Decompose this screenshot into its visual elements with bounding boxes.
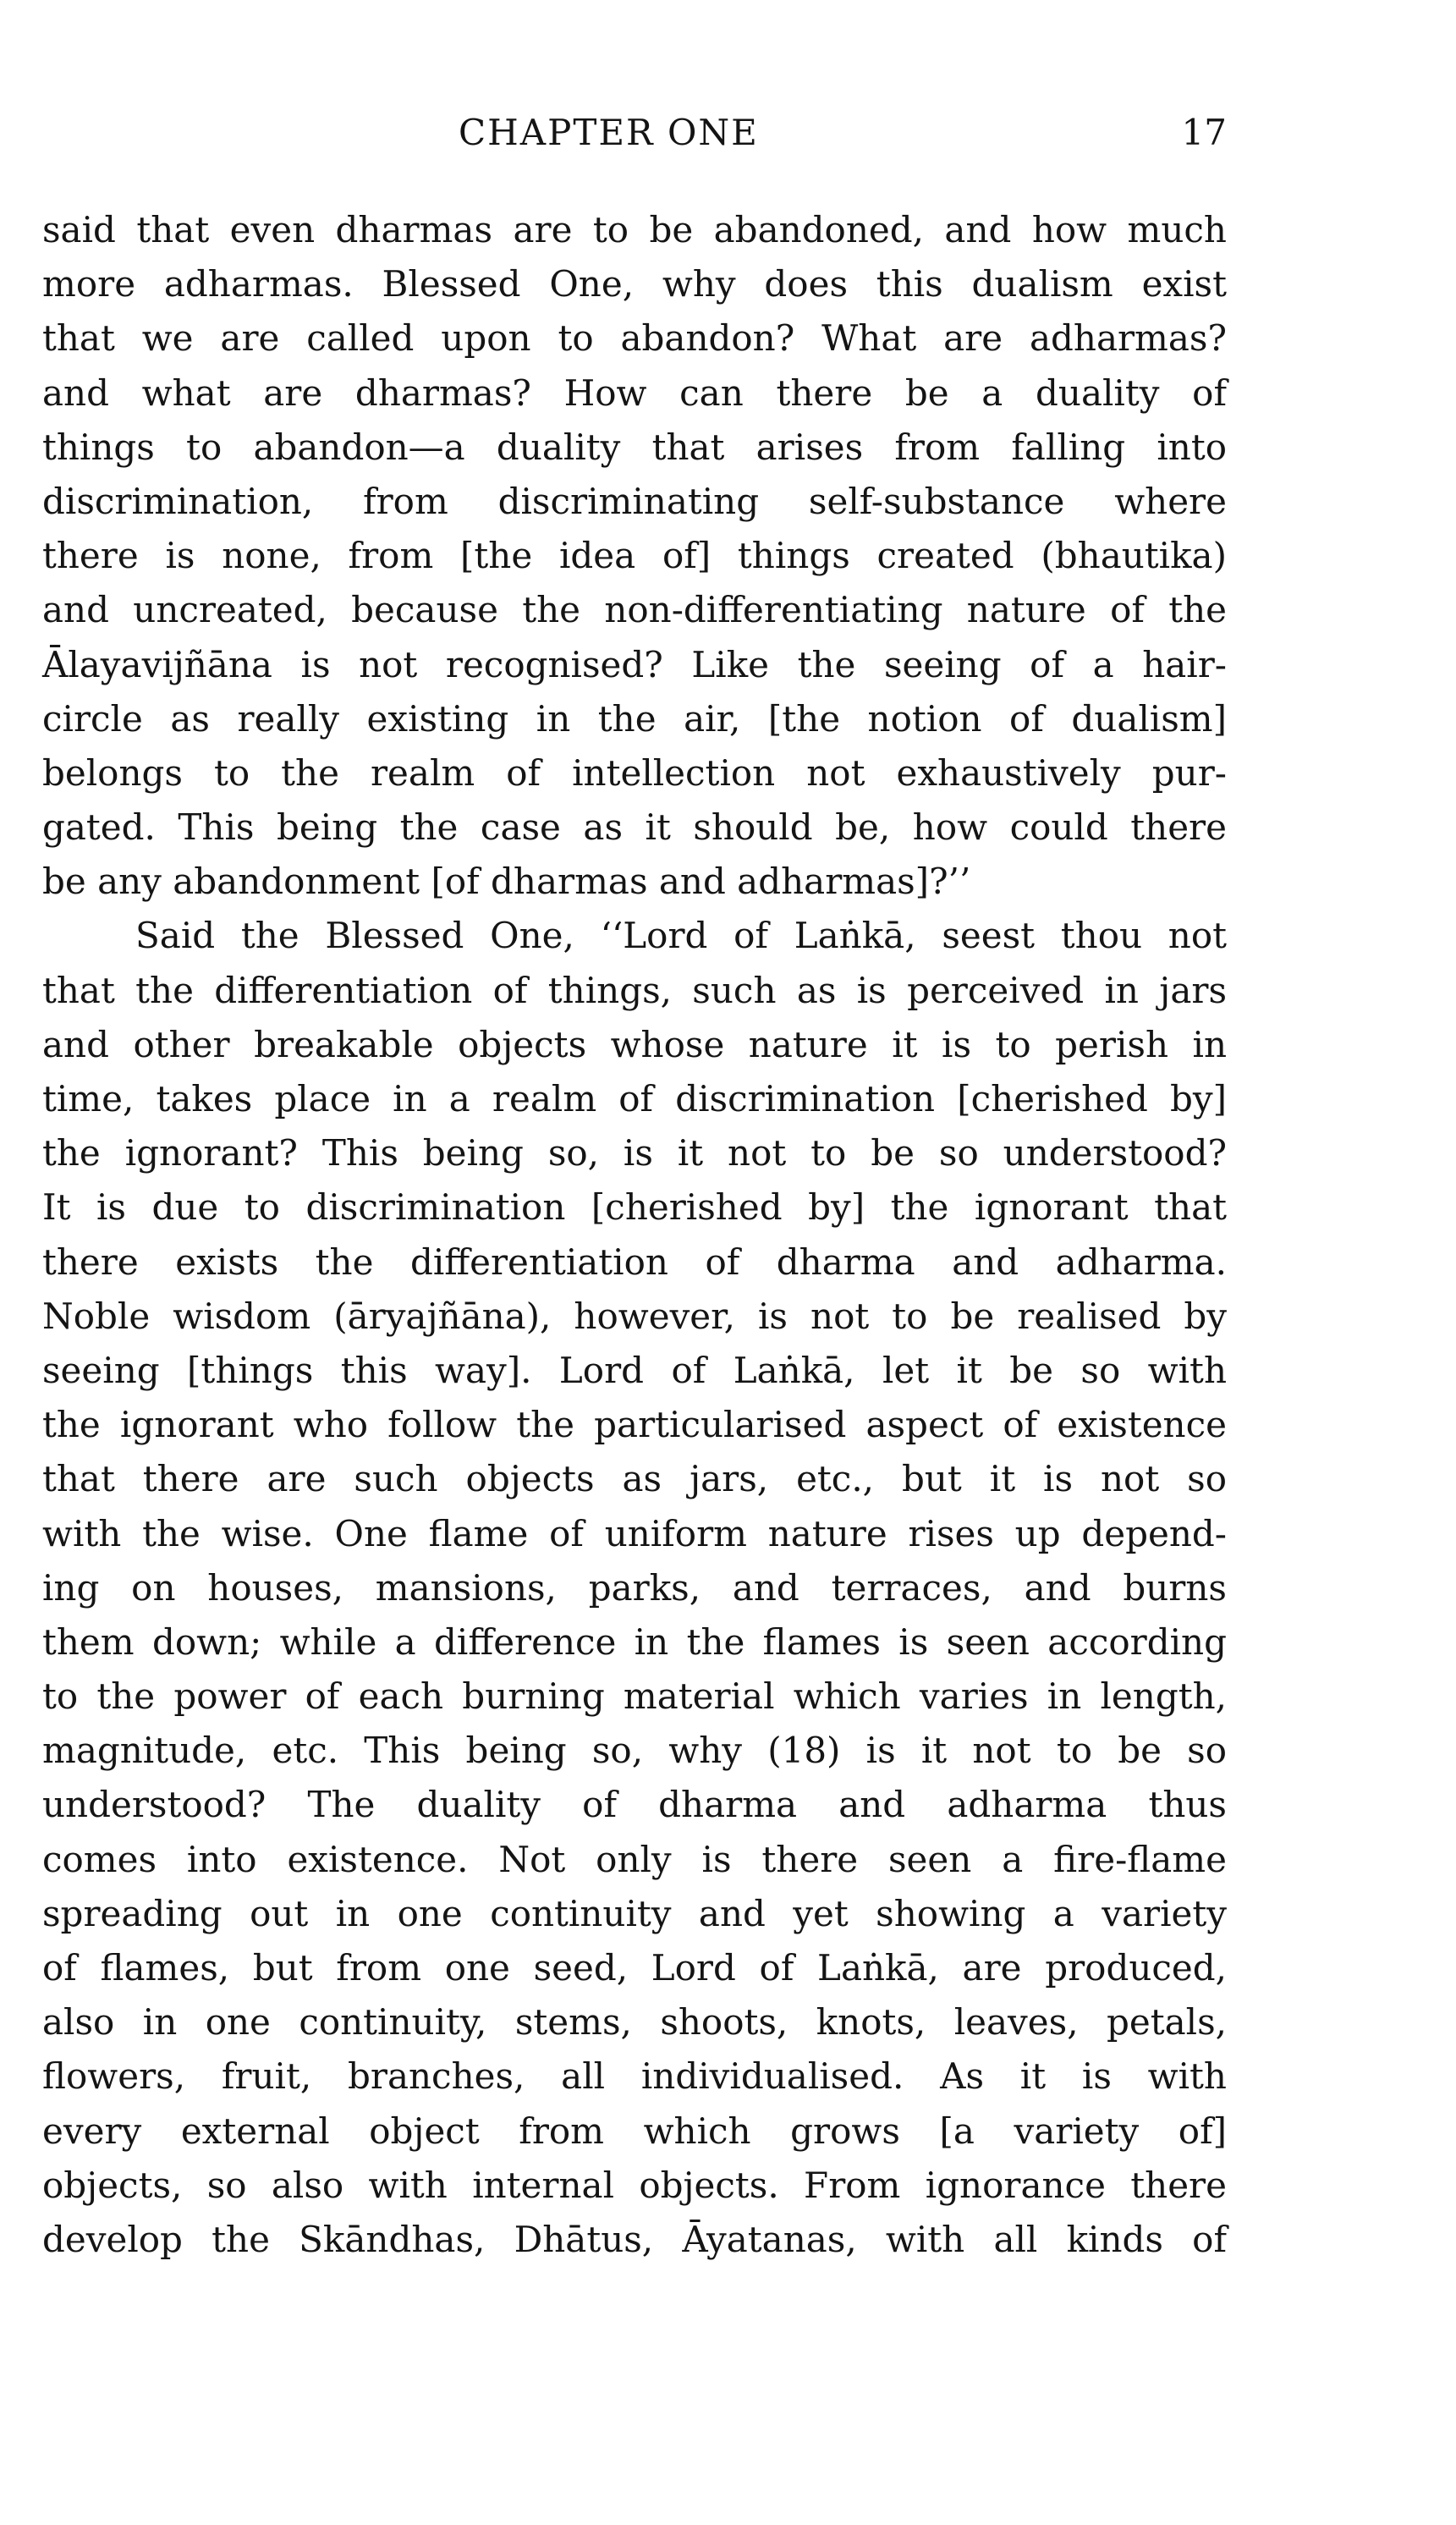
page-number: 17 <box>1181 112 1227 153</box>
text-line: belongs to the realm of intellection not exhaustively pur- <box>42 751 1227 794</box>
text-line: magnitude, etc. This being so, why (18) is it not to be so <box>42 1730 1227 1772</box>
text-line: discrimination, from discriminating self-substance where <box>42 480 1227 522</box>
text-line: of flames, but from one seed, Lord of Laṅkā, are produced, <box>42 1947 1227 1989</box>
text-line: objects, so also with internal objects. From ignorance there <box>42 2164 1227 2206</box>
text-line: things to abandon—a duality that arises from falling into <box>42 426 1227 468</box>
text-line: that the differentiation of things, such as is perceived in jars <box>42 969 1227 1011</box>
text-line: circle as really existing in the air, [the notion of dualism] <box>42 697 1227 740</box>
text-line: understood? The duality of dharma and adharma thus <box>42 1784 1227 1826</box>
text-line: more adharmas. Blessed One, why does this dualism exist <box>42 263 1227 305</box>
text-line: seeing [things this way]. Lord of Laṅkā, let it be so with <box>42 1349 1227 1391</box>
text-line: there is none, from [the idea of] things created (bhautika) <box>42 535 1227 577</box>
paragraph-end-line: be any abandonment [of dharmas and adharmas]?’’ <box>42 861 971 903</box>
text-line: time, takes place in a realm of discrimination [cherished by] <box>42 1078 1227 1119</box>
text-line: comes into existence. Not only is there seen a fire-flame <box>42 1838 1227 1880</box>
text-line: flowers, fruit, branches, all individualised. As it is with <box>42 2055 1227 2098</box>
text-line: ing on houses, mansions, parks, and terraces, and burns <box>42 1566 1227 1609</box>
body-text <box>42 203 1227 2361</box>
text-line: that there are such objects as jars, etc., but it is not so <box>42 1458 1227 1500</box>
text-line: to the power of each burning material which varies in length, <box>42 1675 1227 1718</box>
running-header <box>42 102 1227 169</box>
paragraph-start-line: Said the Blessed One, ‘‘Lord of Laṅkā, seest thou not <box>135 915 1227 957</box>
text-line: Noble wisdom (āryajñāna), however, is not to be realised by <box>42 1295 1227 1337</box>
text-line: gated. This being the case as it should be, how could there <box>42 806 1227 849</box>
text-line: the ignorant? This being so, is it not to be so understood? <box>42 1132 1227 1174</box>
text-line: spreading out in one continuity and yet showing a variety <box>42 1892 1227 1934</box>
text-line: Ālayavijñāna is not recognised? Like the seeing of a hair- <box>42 643 1227 685</box>
text-line: that we are called upon to abandon? What are adharmas? <box>42 317 1227 360</box>
text-line: and other breakable objects whose nature it is to perish in <box>42 1023 1227 1065</box>
text-line: there exists the differentiation of dharma and adharma. <box>42 1240 1227 1283</box>
text-line: the ignorant who follow the particularised aspect of existence <box>42 1404 1227 1446</box>
text-line: every external object from which grows [a variety of] <box>42 2110 1227 2152</box>
text-line: and what are dharmas? How can there be a duality of <box>42 371 1227 414</box>
chapter-title: CHAPTER ONE <box>459 112 759 153</box>
text-line: them down; while a difference in the flames is seen according <box>42 1620 1227 1663</box>
text-line: with the wise. One flame of uniform nature rises up depend- <box>42 1512 1227 1554</box>
text-line: also in one continuity, stems, shoots, knots, leaves, petals, <box>42 2001 1227 2044</box>
text-line: and uncreated, because the non-differentiating nature of the <box>42 589 1227 631</box>
text-line: said that even dharmas are to be abandoned, and how much <box>42 209 1227 250</box>
text-line: It is due to discrimination [cherished by] the ignorant that <box>42 1186 1227 1229</box>
text-line: develop the Skāndhas, Dhātus, Āyatanas, with all kinds of <box>42 2218 1227 2260</box>
